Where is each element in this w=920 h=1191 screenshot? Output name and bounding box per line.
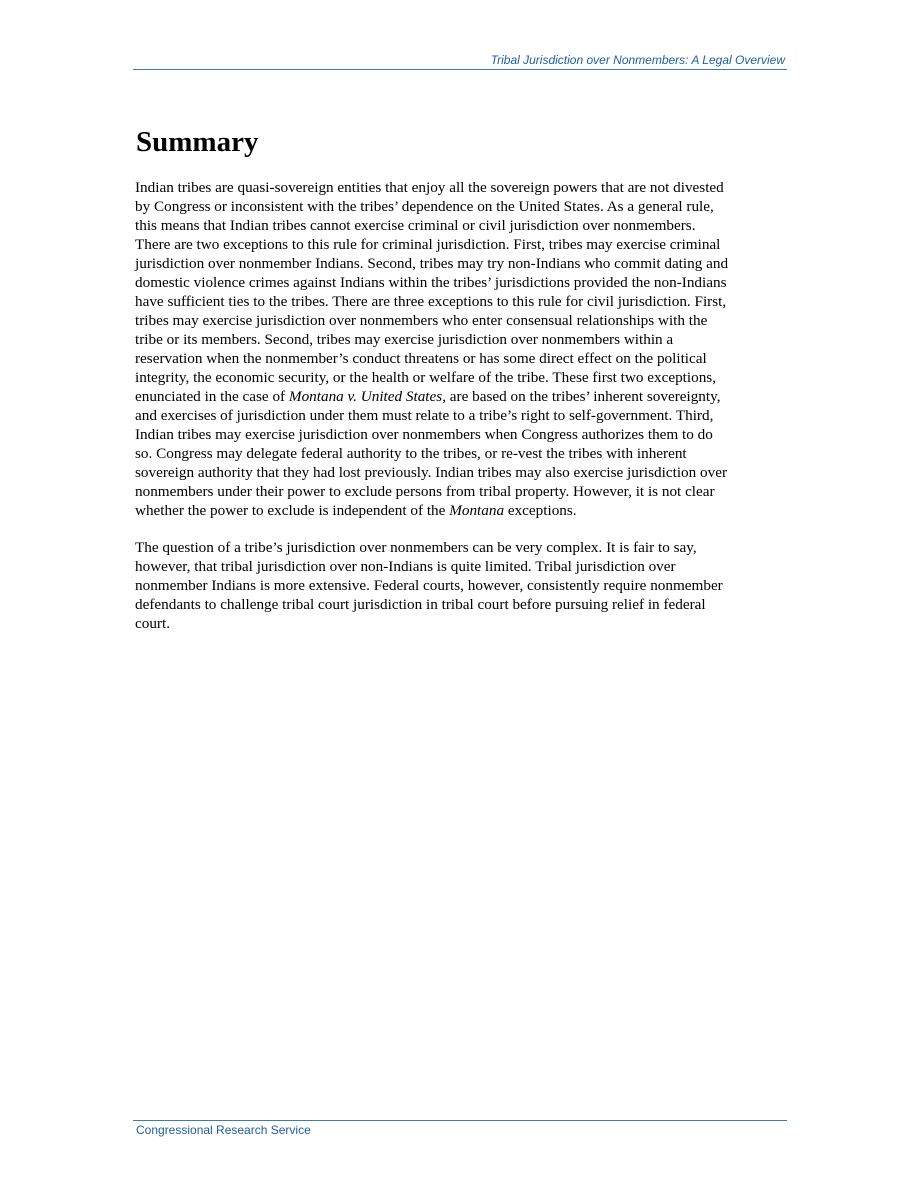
text-fragment: whether the power to exclude is independent of the	[135, 502, 450, 519]
text-line: nonmembers under their power to exclude persons from tribal property. However, it is not clear	[135, 483, 715, 500]
case-citation: Montana	[449, 502, 505, 519]
text-line: by Congress or inconsistent with the tribes’ dependence on the United States. As a general rule,	[135, 198, 714, 215]
text-line: sovereign authority that they had lost previously. Indian tribes may also exercise jurisdiction over	[135, 464, 728, 481]
text-line: Indian tribes are quasi-sovereign entities that enjoy all the sovereign powers that are not divested	[135, 179, 724, 196]
text-line: however, that tribal jurisdiction over non-Indians is quite limited. Tribal jurisdiction over	[135, 558, 676, 575]
text-line: domestic violence crimes against Indians within the tribes’ jurisdictions provided the non-Indians	[135, 274, 727, 291]
page-footer	[133, 1120, 787, 1137]
text-line-with-case	[135, 501, 795, 520]
case-citation: Montana v. United States	[288, 388, 443, 405]
text-line: this means that Indian tribes cannot exercise criminal or civil jurisdiction over nonmembers.	[135, 217, 696, 234]
page-header	[133, 53, 787, 70]
text-line: jurisdiction over nonmember Indians. Second, tribes may try non-Indians who commit dating and	[135, 255, 729, 272]
text-line: reservation when the nonmember’s conduct threatens or has some direct effect on the political	[135, 350, 707, 367]
text-line: nonmember Indians is more extensive. Federal courts, however, consistently require nonmember	[135, 577, 723, 594]
summary-paragraph-1	[135, 178, 795, 520]
running-title: Tribal Jurisdiction over Nonmembers: A Legal Overview	[490, 53, 785, 67]
text-line: tribes may exercise jurisdiction over nonmembers who enter consensual relationships with the	[135, 312, 708, 329]
publisher-name: Congressional Research Service	[136, 1123, 311, 1137]
text-line: defendants to challenge tribal court jurisdiction in tribal court before pursuing relief in federal	[135, 596, 706, 613]
text-fragment: exceptions.	[504, 502, 577, 519]
text-line: have sufficient ties to the tribes. There are three exceptions to this rule for civil jurisdiction. First,	[135, 293, 727, 310]
text-line: tribe or its members. Second, tribes may exercise jurisdiction over nonmembers within a	[135, 331, 674, 348]
summary-paragraph-2	[135, 538, 795, 633]
text-line: The question of a tribe’s jurisdiction over nonmembers can be very complex. It is fair to say,	[135, 539, 697, 556]
text-fragment: , are based on the tribes’ inherent sovereignty,	[442, 388, 721, 405]
text-line: so. Congress may delegate federal authority to the tribes, or re-vest the tribes with inherent	[135, 445, 687, 462]
text-line-with-case	[135, 387, 795, 406]
text-line: court.	[135, 615, 171, 632]
text-line: integrity, the economic security, or the health or welfare of the tribe. These first two exceptions,	[135, 369, 717, 386]
summary-heading: Summary	[136, 126, 259, 158]
text-line: and exercises of jurisdiction under them must relate to a tribe’s right to self-government. Third,	[135, 407, 714, 424]
text-fragment: enunciated in the case of	[135, 388, 289, 405]
text-line: There are two exceptions to this rule for criminal jurisdiction. First, tribes may exercise criminal	[135, 236, 721, 253]
text-line: Indian tribes may exercise jurisdiction over nonmembers when Congress authorizes them to do	[135, 426, 713, 443]
